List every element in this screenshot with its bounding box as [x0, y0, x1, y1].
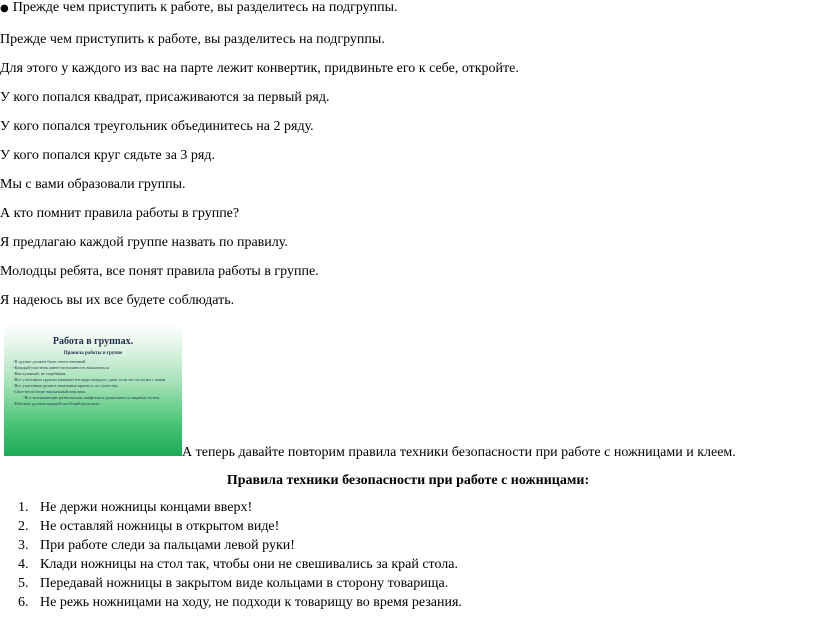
- paragraph: Для этого у каждого из вас на парте лежит конвертик, придвиньте его к себе, откройте.: [0, 61, 519, 76]
- slide-rule: -Все возникающие разногласия, конфликты разрешаются мирным путем.: [23, 395, 161, 400]
- paragraph: Я предлагаю каждой группе назвать по правилу.: [0, 235, 288, 250]
- slide-rules-list: [13, 359, 181, 407]
- paragraph: Мы с вами образовали группы.: [0, 177, 186, 192]
- bullet-text: Прежде чем приступить к работе, вы разделитесь на подгруппы.: [12, 0, 398, 15]
- slide-rule: -Каждый участник имеет возможность высказаться: [13, 365, 110, 370]
- list-item-number: 3.: [18, 538, 29, 553]
- slide-image: [4, 323, 182, 456]
- slide-rule: -В группе должен быть ответственный.: [13, 359, 87, 364]
- list-item-text: Передавай ножницы в закрытом виде кольцами в сторону товарища.: [40, 576, 449, 591]
- list-item-text: Не держи ножницы концами вверх!: [40, 500, 253, 515]
- list-item-number: 2.: [18, 519, 29, 534]
- slide-rule: -Свое несогласие высказывай вежливо.: [13, 389, 87, 394]
- list-item-number: 6.: [18, 595, 29, 610]
- list-item-number: 4.: [18, 557, 29, 572]
- list-item-text: Клади ножницы на стол так, чтобы они не свешивались за край стола.: [40, 557, 458, 572]
- slide-rule: -Выслушивай, не перебивая: [13, 371, 66, 376]
- paragraph: Я надеюсь вы их все будете соблюдать.: [0, 293, 235, 308]
- slide-title: Работа в группах.: [52, 336, 134, 347]
- slide-subtitle: Правила работы в группе: [63, 351, 123, 356]
- safety-heading: Правила техники безопасности при работе с ножницами:: [226, 473, 590, 488]
- list-item-number: 1.: [18, 500, 29, 515]
- paragraph: Прежде чем приступить к работе, вы разделитесь на подгруппы.: [0, 32, 385, 47]
- bullet-line: [0, 0, 398, 17]
- paragraph: У кого попался квадрат, присаживаются за первый ряд.: [0, 90, 330, 105]
- paragraph: А кто помнит правила работы в группе?: [0, 206, 240, 221]
- list-item-number: 5.: [18, 576, 29, 591]
- after-slide-text: А теперь давайте повторим правила техники безопасности при работе с ножницами и клеем.: [182, 445, 736, 460]
- paragraph: У кого попался круг сядьте за 3 ряд.: [0, 148, 215, 163]
- slide-rule: -Все участники группы уважают взгляды каждого, даже если не согласны с ними: [13, 377, 165, 382]
- slide-rule: -Работать должен каждый на общий результат.: [13, 401, 101, 406]
- list-item-text: Не оставляй ножницы в открытом виде!: [40, 519, 280, 534]
- list-item-text: При работе следи за пальцами левой руки!: [40, 538, 295, 553]
- slide-rule: -Все участники делают замечания кратко и по существу.: [13, 383, 119, 388]
- list-item-text: Не режь ножницами на ходу, не подходи к товарищу во время резания.: [40, 595, 462, 610]
- paragraph: Молодцы ребята, все понят правила работы в группе.: [0, 264, 319, 279]
- paragraph: У кого попался треугольник объединитесь на 2 ряду.: [0, 119, 314, 134]
- bullet-icon: ●: [0, 3, 9, 14]
